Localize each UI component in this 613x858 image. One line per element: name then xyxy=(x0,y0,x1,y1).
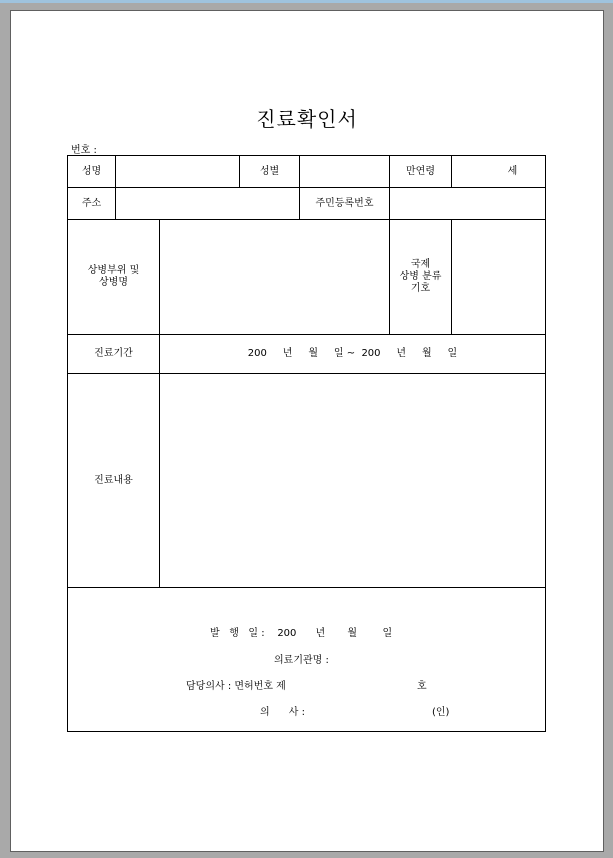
content-label: 진료내용 xyxy=(94,474,133,486)
name-value-field[interactable] xyxy=(116,156,239,187)
age-label: 만연령 xyxy=(406,165,435,177)
name-label: 성명 xyxy=(81,165,102,177)
institution-line: 의료기관명 : xyxy=(274,655,329,666)
period-value: 200 년 월 일 ~ 200 년 월 일 xyxy=(247,348,458,359)
content-value-field[interactable] xyxy=(160,374,545,587)
resident-id-label: 주민등록번호 xyxy=(315,197,374,209)
icd-label-line2: 상병 분류 xyxy=(399,271,442,282)
document-page xyxy=(10,10,604,852)
age-unit: 세 xyxy=(507,165,518,177)
doctor-seal: (인) xyxy=(432,707,450,718)
icd-code-value-field[interactable] xyxy=(452,220,545,334)
period-label: 진료기간 xyxy=(94,348,133,359)
document-title: 진료확인서 xyxy=(256,107,358,131)
row-divider xyxy=(68,587,545,588)
gender-label: 성별 xyxy=(259,165,280,177)
icd-label-line1: 국제 xyxy=(410,259,431,270)
address-label: 주소 xyxy=(81,197,102,209)
diagnosis-label-line1: 상병부위 및 xyxy=(87,265,140,276)
resident-id-value-field[interactable] xyxy=(390,188,545,219)
icd-label-line3: 기호 xyxy=(410,283,431,294)
diagnosis-value-field[interactable] xyxy=(160,220,389,334)
doctor-license-suffix: 호 xyxy=(417,681,427,692)
certificate-form xyxy=(67,155,546,732)
window-top-edge xyxy=(0,0,613,3)
icd-code-label xyxy=(390,220,451,334)
number-label: 번호 : xyxy=(71,145,97,156)
diagnosis-label xyxy=(68,220,159,334)
diagnosis-label-line2: 상병명 xyxy=(99,277,128,288)
gender-value-field[interactable] xyxy=(300,156,389,187)
address-value-field[interactable] xyxy=(116,188,299,219)
doctor-license-line: 담당의사 : 면허번호 제 xyxy=(186,681,286,692)
issue-date-line: 발 행 일 : 200 년 월 일 xyxy=(210,628,393,639)
doctor-line: 의 사 : xyxy=(260,707,305,718)
